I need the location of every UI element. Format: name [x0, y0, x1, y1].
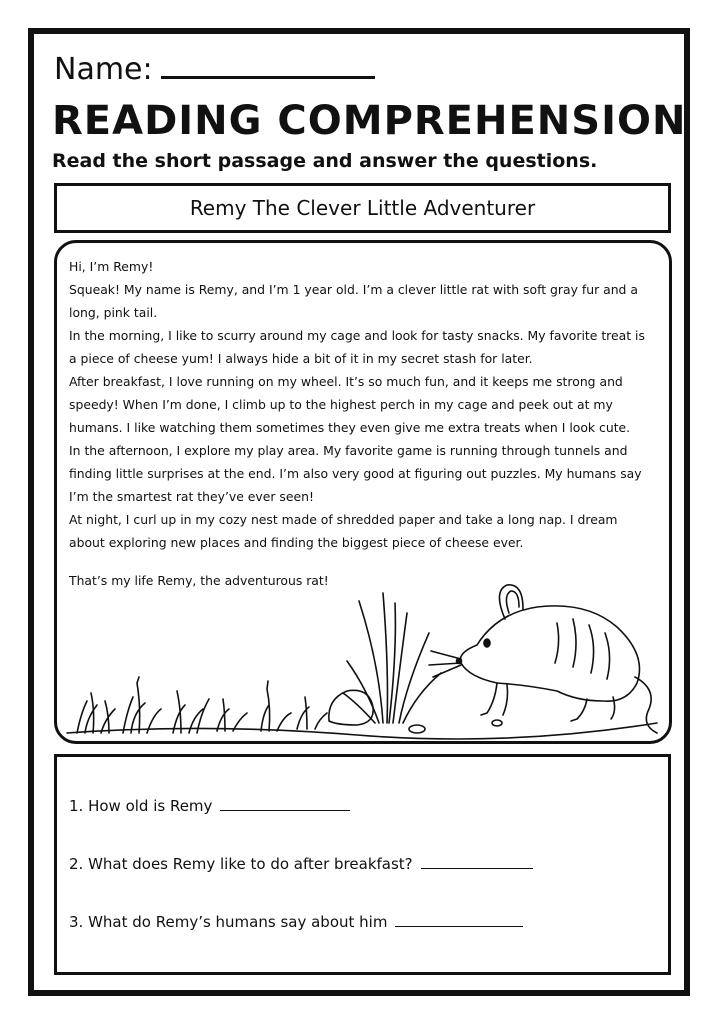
passage-paragraph: At night, I curl up in my cozy nest made of shredded paper and take a long nap. I dream about exploring new places and finding the biggest piece of cheese ever.	[69, 512, 618, 550]
page-title: READING COMPREHENSION	[52, 98, 687, 144]
story-title-box	[54, 183, 671, 233]
questions-box	[54, 754, 671, 975]
name-label: Name:	[54, 52, 153, 87]
question-3	[69, 913, 523, 931]
worksheet-frame	[28, 28, 690, 996]
passage	[69, 255, 655, 592]
passage-paragraph: After breakfast, I love running on my wheel. It’s so much fun, and it keeps me strong and speedy! When I’m done, I climb up to the highest perch in my cage and peek out at my humans. I like watching them sometimes they even give me extra treats when I look cute.	[69, 374, 631, 435]
answer-1-blank[interactable]	[220, 809, 350, 811]
answer-2-blank[interactable]	[421, 867, 533, 869]
tall-grass-icon	[343, 593, 441, 723]
name-blank[interactable]	[161, 75, 375, 79]
rat-illustration	[57, 573, 669, 741]
story-title: Remy The Clever Little Adventurer	[189, 196, 536, 220]
instruction-text: Read the short passage and answer the questions.	[52, 150, 598, 172]
passage-paragraph: In the afternoon, I explore my play area. My favorite game is running through tunnels and finding little surprises at the end. I’m also very good at figuring out puzzles. My humans say I’m the smartest rat they’ve ever seen!	[69, 443, 642, 504]
ground-line	[67, 723, 657, 739]
rock-icon	[329, 690, 373, 725]
passage-paragraph: Squeak! My name is Remy, and I’m 1 year old. I’m a clever little rat with soft gray fur and a long, pink tail.	[69, 282, 638, 320]
grass-left-icon	[77, 677, 327, 733]
question-1-text: 1. How old is Remy	[69, 797, 213, 815]
passage-paragraph: Hi, I’m Remy!	[69, 259, 154, 274]
passage-closing: That’s my life Remy, the adventurous rat!	[69, 573, 329, 588]
answer-3-blank[interactable]	[395, 925, 523, 927]
passage-box	[54, 240, 672, 744]
name-row	[54, 52, 375, 87]
question-2	[69, 855, 533, 873]
question-1	[69, 797, 350, 815]
question-3-text: 3. What do Remy’s humans say about him	[69, 913, 388, 931]
rat-icon	[429, 585, 657, 733]
passage-paragraph: In the morning, I like to scurry around my cage and look for tasty snacks. My favorite treat is a piece of cheese yum! I always hide a bit of it in my secret stash for later.	[69, 328, 645, 366]
question-2-text: 2. What does Remy like to do after breakfast?	[69, 855, 413, 873]
